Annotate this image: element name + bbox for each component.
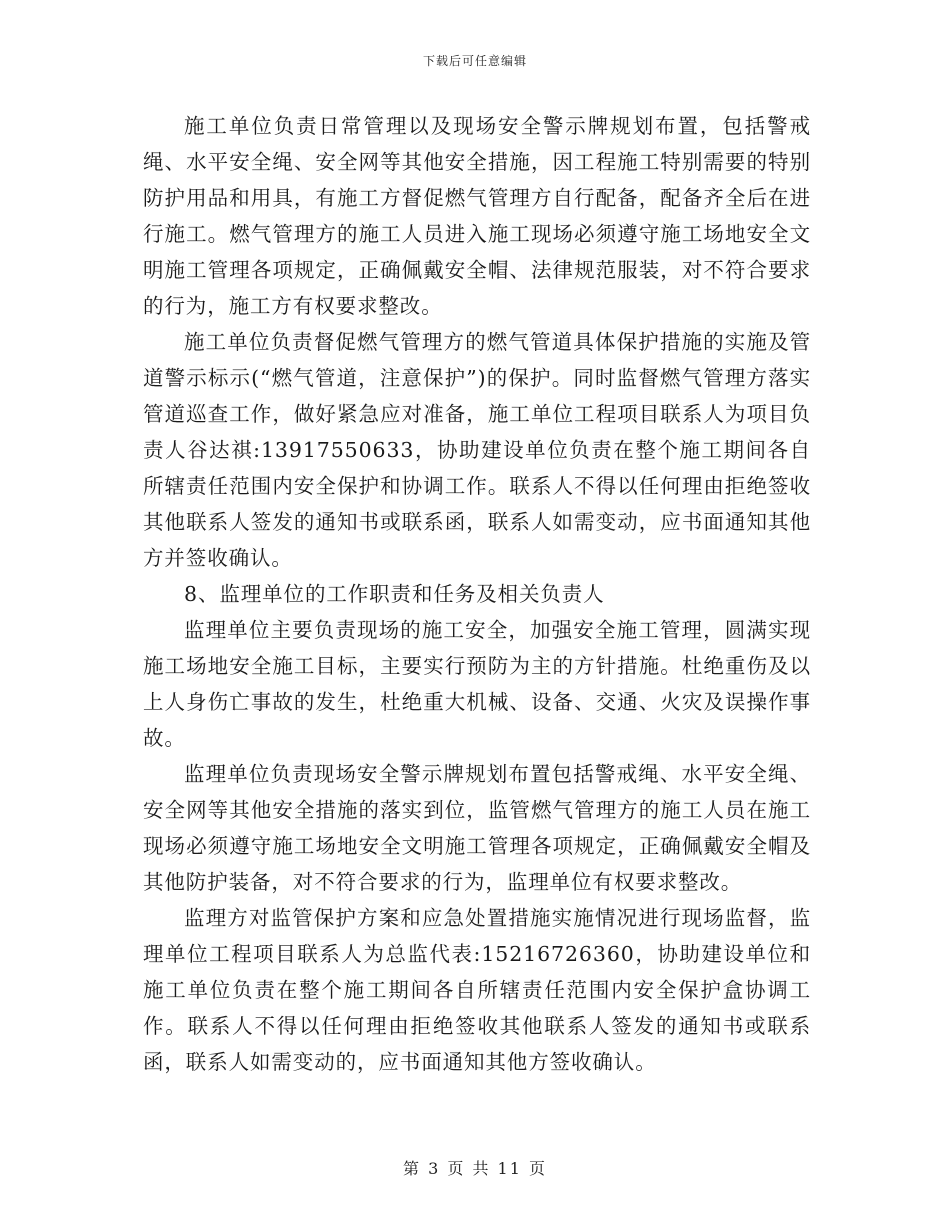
paragraph-supervision-unit-safety: 监理单位主要负责现场的施工安全，加强安全施工管理，圆满实现施工场地安全施工目标，主要实行预防为主的方针措施。杜绝重伤及以上人身伤亡事故的发生，杜绝重大机械、设备、交通、火灾及误操作事故。: [143, 618, 811, 750]
paragraph-construction-unit-daily-management: 施工单位负责日常管理以及现场安全警示牌规划布置，包括警戒绳、水平安全绳、安全网等其他安全措施，因工程施工特别需要的特别防护用品和用具，有施工方督促燃气管理方自行配备，配备齐全后在进行施工。燃气管理方的施工人员进入施工现场必须遵守施工场地安全文明施工管理各项规定，正确佩戴安全帽、法律规范服装，对不符合要求的行为，施工方有权要求整改。: [143, 114, 811, 318]
document-body: [143, 108, 811, 1080]
page-header: 下载后可任意编辑: [422, 54, 527, 68]
paragraph-construction-unit-supervision: 施工单位负责督促燃气管理方的燃气管道具体保护措施的实施及管道警示标示(“燃气管道，注意保护”)的保护。同时监督燃气管理方落实管道巡查工作，做好紧急应对准备，施工单位工程项目联系人为项目负责人谷达祺:13917550633，协助建设单位负责在整个施工期间各自所辖责任范围内安全保护和协调工作。联系人不得以任何理由拒绝签收其他联系人签发的通知书或联系函，联系人如需变动，应书面通知其他方并签收确认。: [143, 330, 811, 570]
section-heading-supervision-unit: 8、监理单位的工作职责和任务及相关负责人: [184, 582, 605, 606]
paragraph-supervision-unit-warning-signs: 监理单位负责现场安全警示牌规划布置包括警戒绳、水平安全绳、安全网等其他安全措施的落实到位，监管燃气管理方的施工人员在施工现场必须遵守施工场地安全文明施工管理各项规定，正确佩戴安全帽及其他防护装备，对不符合要求的行为，监理单位有权要求整改。: [143, 762, 811, 894]
page-number: 第 3 页 共 11 页: [403, 1159, 547, 1178]
paragraph-supervision-contact: 监理方对监管保护方案和应急处置措施实施情况进行现场监督，监理单位工程项目联系人为总监代表:15216726360，协助建设单位和施工单位负责在整个施工期间各自所辖责任范围内安全保护盒协调工作。联系人不得以任何理由拒绝签收其他联系人签发的通知书或联系函，联系人如需变动的，应书面通知其他方签收确认。: [143, 906, 811, 1074]
